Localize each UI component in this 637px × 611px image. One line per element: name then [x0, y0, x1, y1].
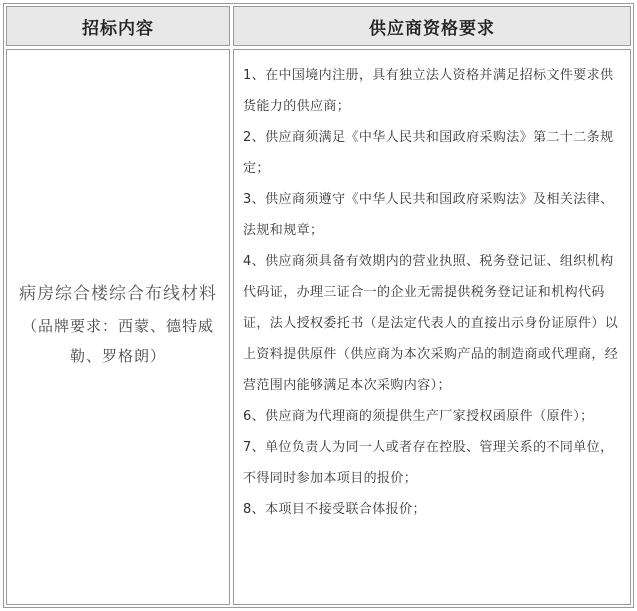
tender-content-header: 招标内容 — [6, 6, 230, 46]
requirement-item: 3、供应商须遵守《中华人民共和国政府采购法》及相关法律、法规和规章； — [243, 192, 614, 238]
supplier-requirements-column — [233, 6, 631, 605]
tender-item — [18, 278, 218, 371]
supplier-requirements-cell — [233, 49, 631, 605]
supplier-requirements-header: 供应商资格要求 — [233, 6, 631, 46]
brand-requirement: （品牌要求：西蒙、德特威勒、罗格朗） — [21, 316, 214, 365]
requirement-item: 2、供应商须满足《中华人民共和国政府采购法》第二十二条规定； — [243, 130, 614, 176]
requirement-item: 1、在中国境内注册，具有独立法人资格并满足招标文件要求供货能力的供应商； — [243, 68, 614, 114]
requirement-item: 7、单位负责人为同一人或者存在控股、管理关系的不同单位，不得同时参加本项目的报价； — [243, 440, 614, 486]
requirement-item: 6、供应商为代理商的须提供生产厂家授权函原件（原件）； — [243, 409, 594, 424]
requirement-item: 4、供应商须具备有效期内的营业执照、税务登记证、组织机构代码证，办理三证合一的企业无需提供税务登记证和机构代码证，法人授权委托书（是法定代表人的直接出示身份证原件）以上资料提供原件（供应商为本次采购产品的制造商或代理商，经营范围内能够满足本次采购内容）； — [243, 254, 619, 393]
requirement-item: 8、本项目不接受联合体报价； — [243, 502, 426, 517]
tender-content-cell — [6, 49, 230, 605]
tender-content-column — [6, 6, 230, 605]
qualification-table — [3, 3, 634, 608]
tender-item-name: 病房综合楼综合布线材料 — [19, 283, 217, 304]
requirements-list — [243, 60, 622, 525]
